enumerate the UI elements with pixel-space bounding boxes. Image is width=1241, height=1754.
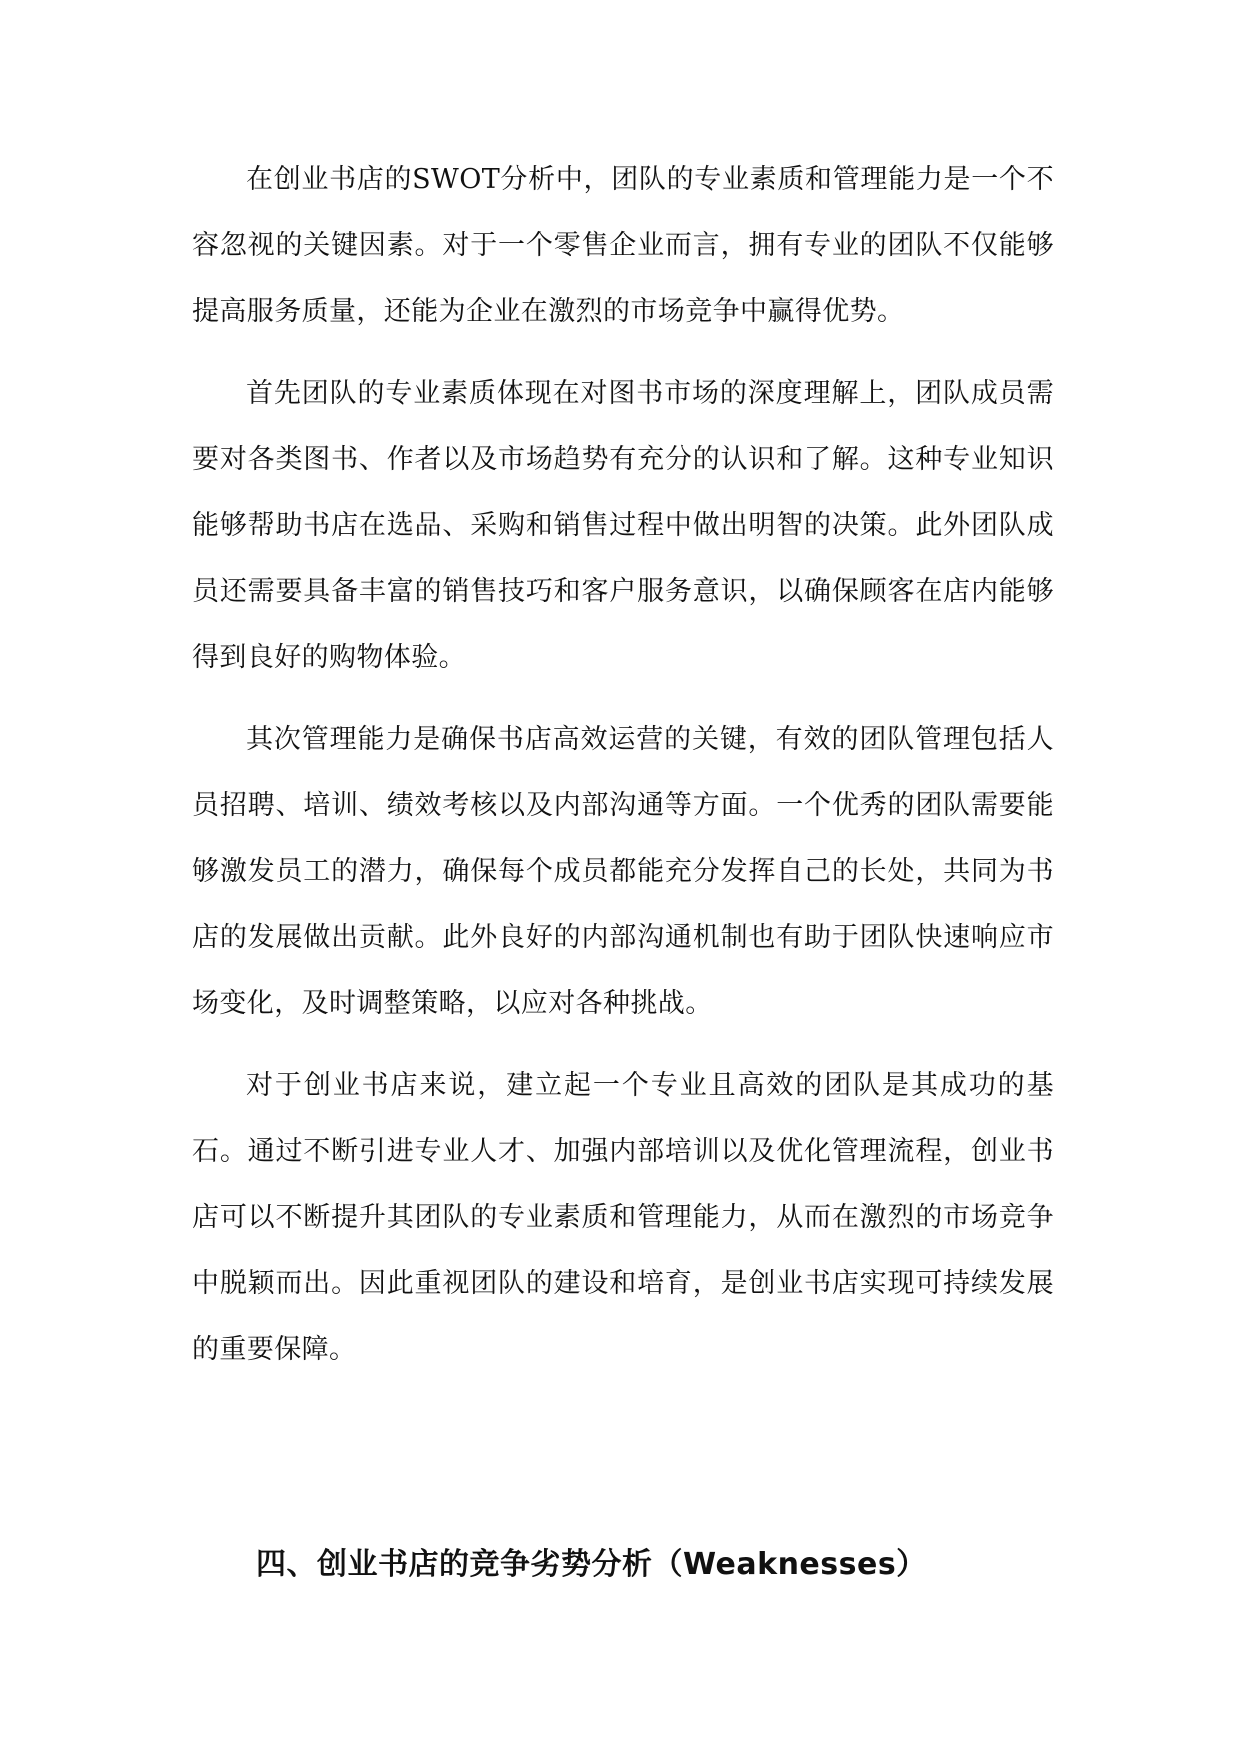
paragraph-conclusion: 对于创业书店来说，建立起一个专业且高效的团队是其成功的基石。通过不断引进专业人才、加强内部培训以及优化管理流程，创业书店可以不断提升其团队的专业素质和管理能力，从而在激烈的市场竞争中脱颖而出。因此重视团队的建设和培育，是创业书店实现可持续发展的重要保障。 <box>192 1070 1054 1365</box>
paragraph-management-ability: 其次管理能力是确保书店高效运营的关键，有效的团队管理包括人员招聘、培训、绩效考核以及内部沟通等方面。一个优秀的团队需要能够激发员工的潜力，确保每个成员都能充分发挥自己的长处，共同为书店的发展做出贡献。此外良好的内部沟通机制也有助于团队快速响应市场变化，及时调整策略，以应对各种挑战。 <box>192 724 1054 1019</box>
section-heading-weaknesses: 四、创业书店的竞争劣势分析（Weaknesses） <box>256 1547 927 1582</box>
paragraph-professional-quality: 首先团队的专业素质体现在对图书市场的深度理解上，团队成员需要对各类图书、作者以及市场趋势有充分的认识和了解。这种专业知识能够帮助书店在选品、采购和销售过程中做出明智的决策。此外团队成员还需要具备丰富的销售技巧和客户服务意识，以确保顾客在店内能够得到良好的购物体验。 <box>192 378 1054 673</box>
paragraph-team-factor: 在创业书店的SWOT分析中，团队的专业素质和管理能力是一个不容忽视的关键因素。对于一个零售企业而言，拥有专业的团队不仅能够提高服务质量，还能为企业在激烈的市场竞争中赢得优势。 <box>192 164 1054 327</box>
body-text <box>192 147 1054 1383</box>
